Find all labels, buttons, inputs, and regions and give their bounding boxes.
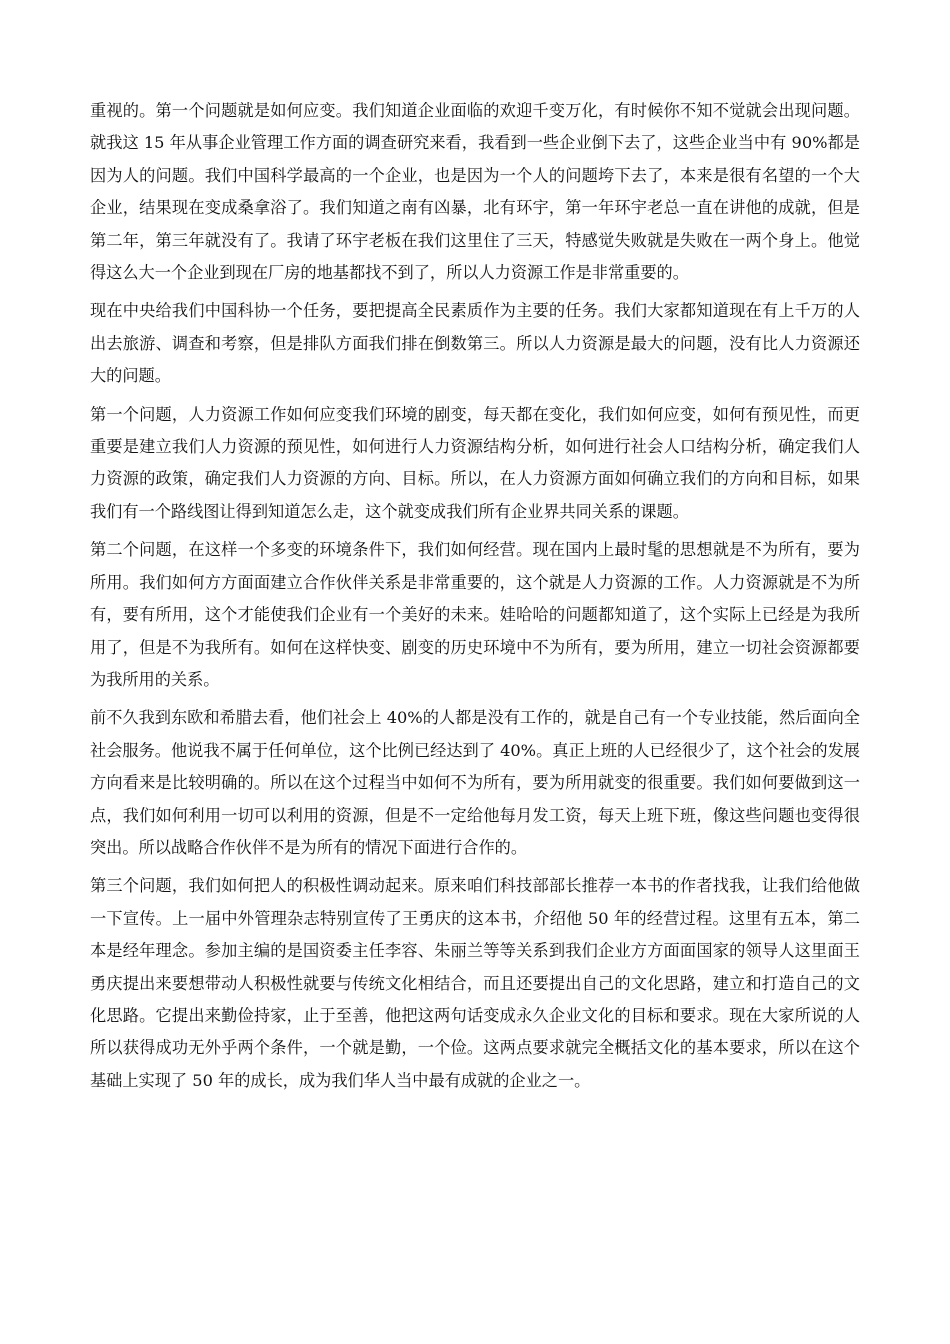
paragraph-3: 第一个问题，人力资源工作如何应变我们环境的剧变，每天都在变化，我们如何应变，如何有预见性，而更重要是建立我们人力资源的预见性，如何进行人力资源结构分析，如何进行社会人口结构分析，确定我们人力资源的政策，确定我们人力资源的方向、目标。所以，在人力资源方面如何确立我们的方向和目标，如果我们有一个路线图让得到知道怎么走，这个就变成我们所有企业界共同关系的课题。 (90, 404, 860, 521)
paragraph-4: 第二个问题，在这样一个多变的环境条件下，我们如何经营。现在国内上最时髦的思想就是不为所有，要为所用。我们如何方方面面建立合作伙伴关系是非常重要的，这个就是人力资源的工作。人力资源就是不为所有，要有所用，这个才能使我们企业有一个美好的未来。娃哈哈的问题都知道了，这个实际上已经是为我所用了，但是不为我所有。如何在这样快变、剧变的历史环境中不为所有，要为所用，建立一切社会资源都要为我所用的关系。 (90, 540, 860, 689)
paragraph-5: 前不久我到东欧和希腊去看，他们社会上 40%的人都是没有工作的，就是自己有一个专业技能，然后面向全社会服务。他说我不属于任何单位，这个比例已经达到了 40%。真正上班的人已经很少了，这个社会的发展方向看来是比较明确的。所以在这个过程当中如何不为所有，要为所用就变的很重要。我们如何要做到这一点，我们如何利用一切可以利用的资源，但是不一定给他每月发工资，每天上班下班，像这些问题也变得很突出。所以战略合作伙伴不是为所有的情况下面进行合作的。 (90, 708, 860, 857)
paragraph-2: 现在中央给我们中国科协一个任务，要把提高全民素质作为主要的任务。我们大家都知道现在有上千万的人出去旅游、调查和考察，但是排队方面我们排在倒数第三。所以人力资源是最大的问题，没有比人力资源还大的问题。 (90, 301, 860, 386)
document-body (90, 95, 860, 1103)
paragraph-1: 重视的。第一个问题就是如何应变。我们知道企业面临的欢迎千变万化，有时候你不知不觉就会出现问题。就我这 15 年从事企业管理工作方面的调查研究来看，我看到一些企业倒下去了，这些企业当中有 90%都是因为人的问题。我们中国科学最高的一个企业，也是因为一个人的问题垮下去了，本来是很有名望的一个大企业，结果现在变成桑拿浴了。我们知道之南有凶暴，北有环宇，第一年环宇老总一直在讲他的成就，但是第二年，第三年就没有了。我请了环宇老板在我们这里住了三天，特感觉失败就是失败在一两个身上。他觉得这么大一个企业到现在厂房的地基都找不到了，所以人力资源工作是非常重要的。 (90, 101, 860, 283)
paragraph-6: 第三个问题，我们如何把人的积极性调动起来。原来咱们科技部部长推荐一本书的作者找我，让我们给他做一下宣传。上一届中外管理杂志特别宣传了王勇庆的这本书，介绍他 50 年的经营过程。这里有五本，第二本是经年理念。参加主编的是国资委主任李容、朱丽兰等等关系到我们企业方方面面国家的领导人这里面王勇庆提出来要想带动人积极性就要与传统文化相结合，而且还要提出自己的文化思路，建立和打造自己的文化思路。它提出来勤俭持家，止于至善，他把这两句话变成永久企业文化的目标和要求。现在大家所说的人所以获得成功无外乎两个条件，一个就是勤，一个俭。这两点要求就完全概括文化的基本要求，所以在这个基础上实现了 50 年的成长，成为我们华人当中最有成就的企业之一。 (90, 876, 860, 1090)
